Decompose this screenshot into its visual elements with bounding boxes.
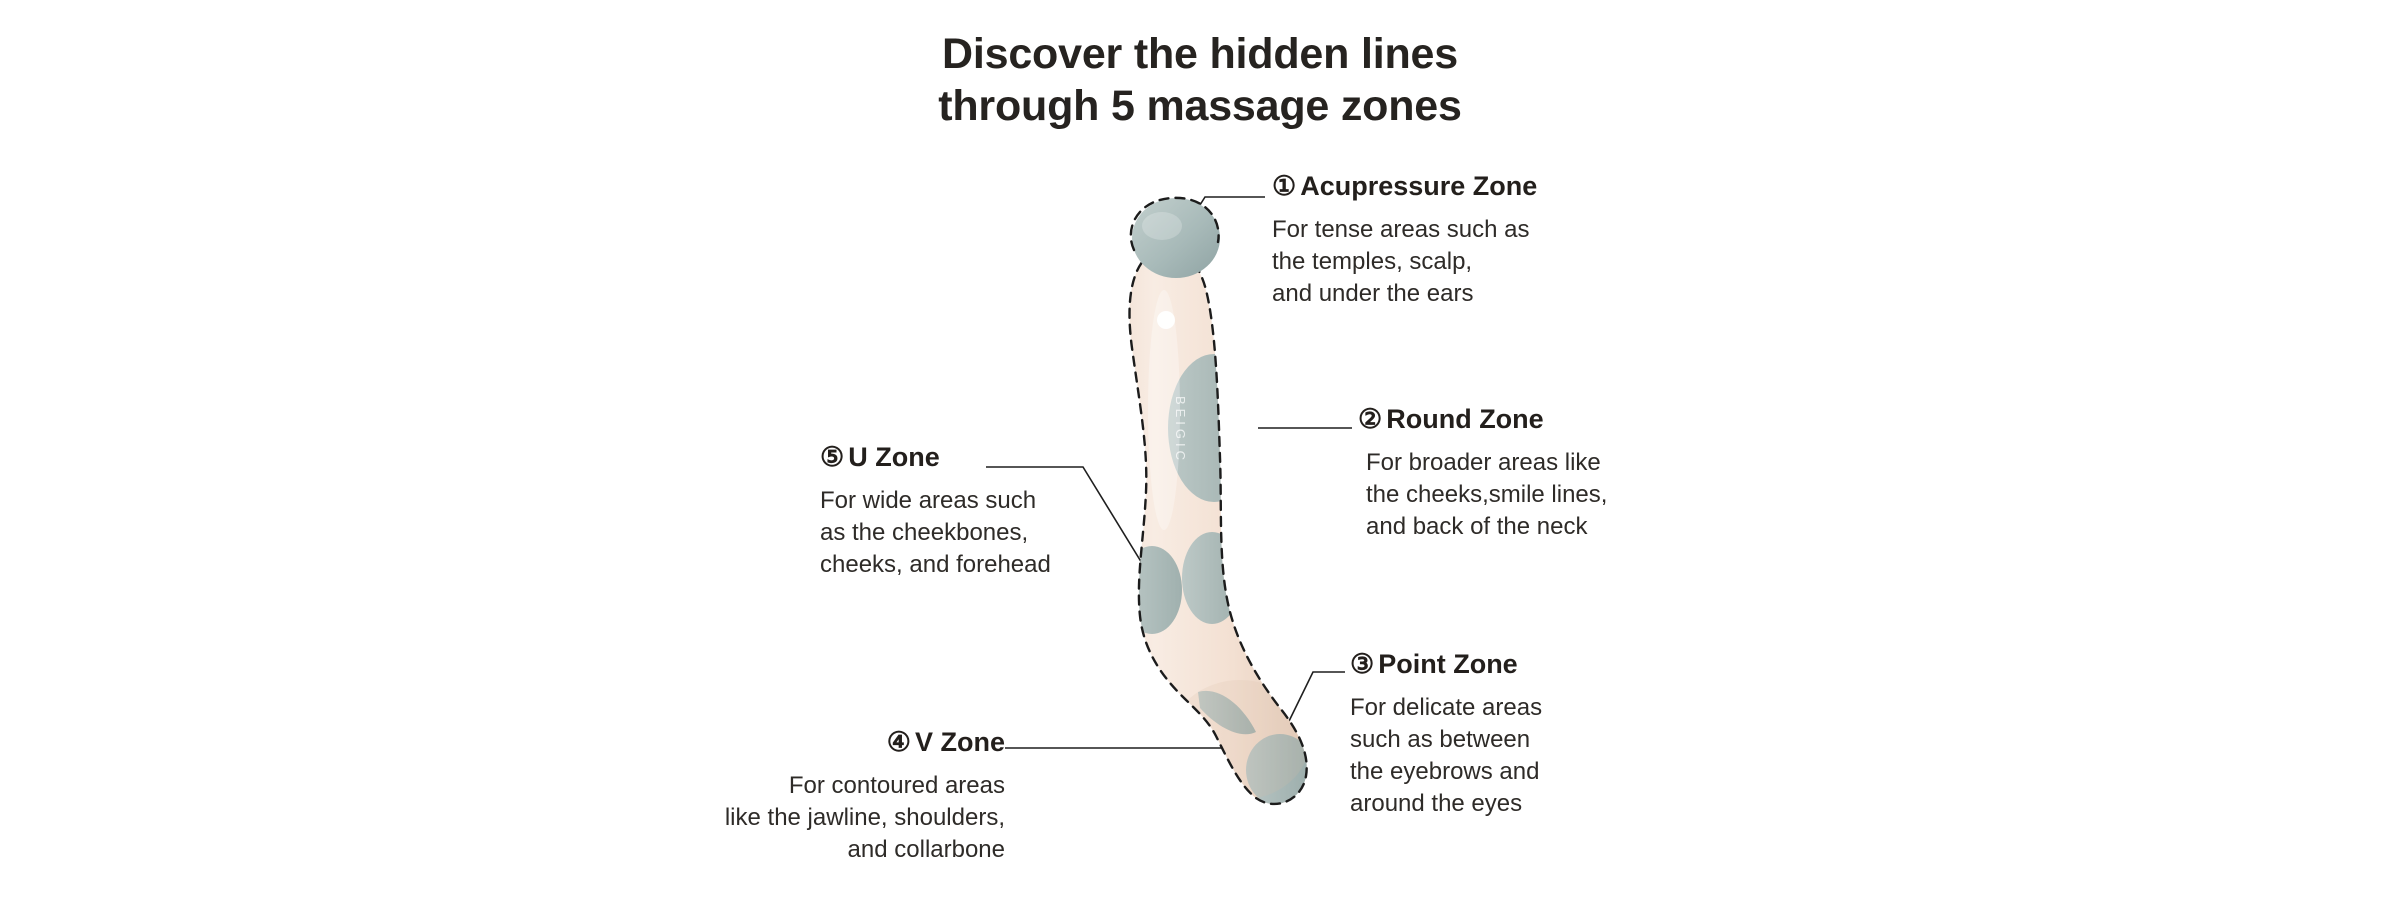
callout-round	[1358, 405, 1607, 543]
callout-acupressure-body	[1272, 214, 1537, 310]
callout-acupressure	[1272, 172, 1537, 310]
callout-acupressure-label: Acupressure Zone	[1300, 171, 1538, 201]
callout-point-number: ③	[1350, 649, 1375, 679]
callout-point-heading	[1350, 650, 1542, 680]
callout-v-line-1: For contoured areas	[788, 771, 1005, 799]
callout-acupressure-line-1: For tense areas such as	[1272, 215, 1530, 243]
callout-u-number: ⑤	[820, 442, 845, 472]
callout-u-line-2: as the cheekbones,	[820, 518, 1029, 546]
callout-u-heading	[820, 443, 1051, 473]
callout-u-label: U Zone	[848, 442, 940, 472]
callout-round-label: Round Zone	[1386, 404, 1544, 434]
callout-v-line-3: and collarbone	[847, 836, 1005, 863]
callout-u-line-1: For wide areas such	[820, 486, 1037, 514]
callout-point-line-4: around the eyes	[1350, 790, 1523, 818]
callout-point-line-1: For delicate areas	[1350, 693, 1543, 721]
callout-point-line-3: the eyebrows and	[1350, 758, 1540, 785]
title-line-1: Discover the hidden lines	[942, 30, 1458, 78]
callout-round-heading	[1358, 405, 1607, 435]
brand-text: BEIGIC	[1173, 395, 1188, 465]
callout-round-line-2: the cheeks,smile lines,	[1366, 480, 1608, 508]
callout-v	[620, 728, 1005, 866]
callout-round-line-1: For broader areas like	[1366, 448, 1601, 476]
callout-acupressure-heading	[1272, 172, 1537, 202]
callout-v-label: V Zone	[914, 727, 1005, 757]
callout-acupressure-line-3: and under the ears	[1272, 280, 1474, 307]
title-line-2: through 5 massage zones	[938, 82, 1462, 131]
callout-acupressure-number: ①	[1272, 171, 1297, 201]
callout-v-body	[620, 770, 1005, 866]
callout-v-number: ④	[886, 727, 911, 757]
callout-point-body	[1350, 692, 1542, 821]
callout-u	[820, 443, 1051, 581]
callout-round-number: ②	[1358, 404, 1383, 434]
callout-u-body	[820, 485, 1051, 581]
callout-point-line-2: such as between	[1350, 725, 1531, 753]
callout-acupressure-line-2: the temples, scalp,	[1272, 247, 1473, 275]
callout-point	[1350, 650, 1542, 820]
callout-round-body	[1366, 447, 1607, 543]
callout-point-label: Point Zone	[1378, 649, 1518, 679]
callout-u-line-3: cheeks, and forehead	[820, 551, 1051, 578]
callout-v-line-2: like the jawline, shoulders,	[724, 803, 1005, 831]
callout-round-line-3: and back of the neck	[1366, 513, 1588, 540]
page-title	[0, 28, 2400, 133]
callout-v-heading	[620, 728, 1005, 758]
